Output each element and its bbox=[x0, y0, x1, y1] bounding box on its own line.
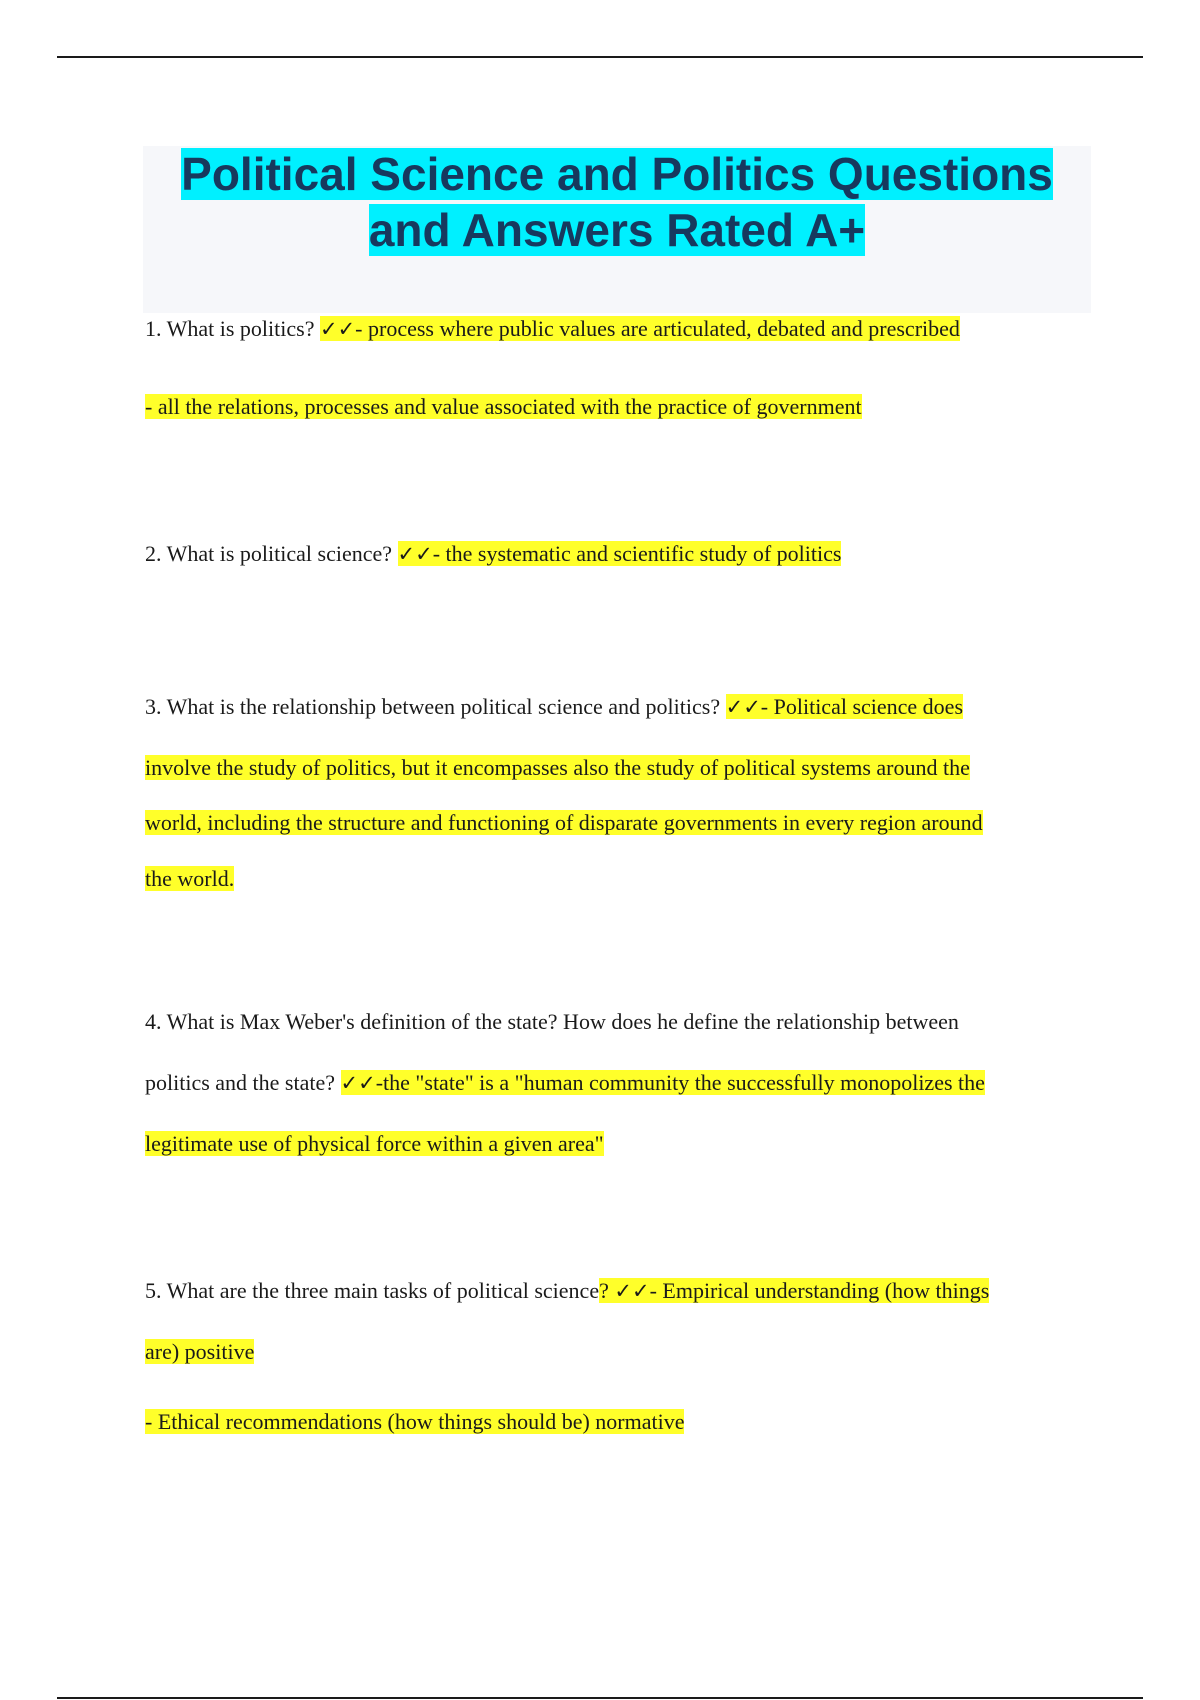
q3-line-1 bbox=[145, 692, 963, 722]
q5-answer-line-2: are) positive bbox=[145, 1339, 255, 1364]
q5-question-mark: ? bbox=[599, 1278, 615, 1303]
q1-line-2 bbox=[145, 392, 862, 422]
q3-line-2 bbox=[145, 753, 970, 783]
q4-line-2 bbox=[145, 1068, 985, 1098]
q5-line-2 bbox=[145, 1337, 254, 1367]
q3-line-4 bbox=[145, 864, 234, 894]
q3-line-3 bbox=[145, 808, 983, 838]
check-icon: ✓✓ bbox=[340, 1071, 376, 1095]
q3-answer-start bbox=[726, 694, 963, 719]
q4-answer-start bbox=[341, 1070, 985, 1095]
q5-question: 5. What are the three main tasks of political science bbox=[145, 1278, 600, 1303]
q1-line-1 bbox=[145, 314, 960, 344]
title-line-1: Political Science and Politics Questions bbox=[181, 148, 1053, 200]
q1-answer-line-1: - process where public values are articulated, debated and prescribed bbox=[355, 316, 960, 341]
q4-line-3 bbox=[145, 1129, 604, 1159]
q2-line-1 bbox=[145, 539, 841, 569]
q2-answer-line-1: - the systematic and scientific study of politics bbox=[432, 541, 842, 566]
q5-line-1 bbox=[145, 1276, 989, 1306]
q3-answer-line-1: - Political science does bbox=[760, 694, 964, 719]
q4-question-line-1: 4. What is Max Weber's definition of the state? How does he define the relationship between bbox=[145, 1009, 959, 1034]
q2-question: 2. What is political science? bbox=[145, 541, 398, 566]
top-rule bbox=[57, 56, 1143, 58]
q3-answer-line-2: involve the study of politics, but it encompasses also the study of political systems around the bbox=[145, 755, 970, 780]
check-icon: ✓✓ bbox=[725, 695, 761, 719]
q5-answer-line-1: - Empirical understanding (how things bbox=[649, 1278, 990, 1303]
q4-answer-line-2: legitimate use of physical force within a given area" bbox=[145, 1131, 604, 1156]
q3-answer-line-3: world, including the structure and functioning of disparate governments in every region around bbox=[145, 810, 983, 835]
q4-line-1 bbox=[145, 1007, 959, 1037]
q1-answer-line-2: - all the relations, processes and value associated with the practice of government bbox=[145, 394, 862, 419]
check-icon: ✓✓ bbox=[397, 542, 433, 566]
title-block bbox=[143, 146, 1091, 313]
q1-answer-start bbox=[320, 316, 960, 341]
q3-question: 3. What is the relationship between political science and politics? bbox=[145, 694, 726, 719]
check-icon: ✓✓ bbox=[319, 317, 356, 341]
q2-answer-start bbox=[398, 541, 842, 566]
q5-answer-line-3: - Ethical recommendations (how things should be) normative bbox=[145, 1409, 685, 1434]
bottom-rule bbox=[57, 1697, 1143, 1699]
check-icon: ✓✓ bbox=[614, 1279, 650, 1303]
q1-question: 1. What is politics? bbox=[145, 316, 320, 341]
q3-answer-line-4: the world. bbox=[145, 866, 235, 891]
q5-line-3 bbox=[145, 1407, 684, 1437]
q4-question-line-2: politics and the state? bbox=[145, 1070, 341, 1095]
q4-answer-line-1: -the "state" is a "human community the successfully monopolizes the bbox=[375, 1070, 985, 1095]
title-line-2: and Answers Rated A+ bbox=[368, 204, 866, 256]
document-title bbox=[143, 146, 1091, 258]
q5-answer-start bbox=[599, 1278, 989, 1303]
